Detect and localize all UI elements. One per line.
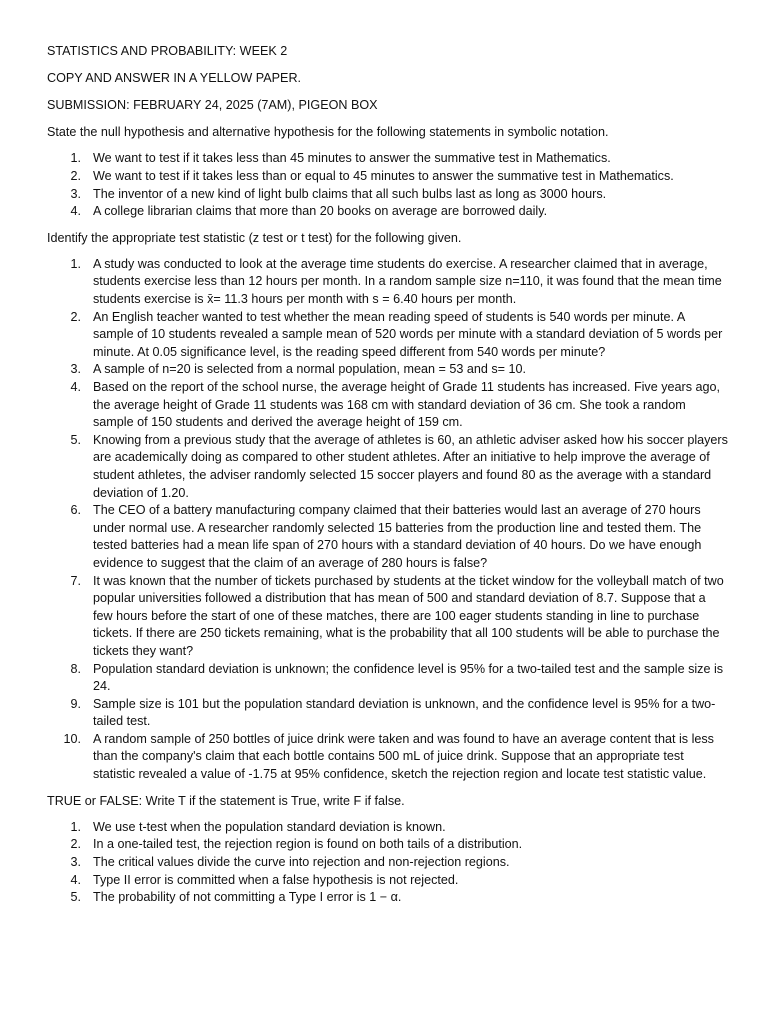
list-item [47, 256, 728, 309]
item-text: We want to test if it takes less than 45 minutes to answer the summative test in Mathematics. [93, 151, 611, 166]
item-number: 1. [70, 151, 81, 166]
item-text: A sample of n=20 is selected from a normal population, mean = 53 and s= 10. [93, 362, 527, 377]
list-item [47, 186, 728, 204]
item-text: Type II error is committed when a false hypothesis is not rejected. [93, 872, 459, 887]
item-text: In a one-tailed test, the rejection region is found on both tails of a distribution. [93, 837, 523, 852]
item-text: Based on the report of the school nurse, the average height of Grade 11 students has increased. Five years ago, the average height of Grade 11 students was 168 cm with standard deviation of 36 cm. She took a random sample of 150 students and derived the average height of 159 cm. [93, 380, 721, 430]
list-item [47, 432, 728, 502]
item-number: 9. [70, 696, 81, 711]
item-text: A random sample of 250 bottles of juice drink were taken and was found to have an average content that is less than the company's claim that each bottle contains 500 mL of juice drink. Suppose that an appropriate test statistic revealed a value of -1.75 at 95% confidence, sketch the rejection region and locate test statistic value. [93, 731, 714, 782]
list-item [47, 203, 728, 221]
item-text: Sample size is 101 but the population standard deviation is unknown, and the confidence level is 95% for a two-tailed test. [93, 696, 716, 729]
list-item [47, 889, 728, 907]
item-text: The critical values divide the curve into rejection and non-rejection regions. [93, 854, 510, 869]
item-number: 3. [70, 362, 81, 377]
item-text: It was known that the number of tickets purchased by students at the ticket window for the volleyball match of two popular universities followed a distribution that has mean of 500 and standard deviation of 8.7. Suppose that a few hours before the start of one of these matches, there are 100 eager students standing in line to purchase tickets. If there are 250 tickets remaining, what is the probability that all 100 students will be able to purchase the tickets they want? [93, 573, 724, 658]
list-item [47, 661, 728, 696]
list-item [47, 854, 728, 872]
item-number: 4. [70, 872, 81, 887]
list-item [47, 872, 728, 890]
item-number: 2. [70, 168, 81, 183]
list-item [47, 836, 728, 854]
item-text: The probability of not committing a Type I error is 1 − α. [93, 890, 402, 905]
part3-intro: TRUE or FALSE: Write T if the statement is True, write F if false. [47, 793, 405, 808]
part3-list [47, 819, 728, 907]
item-number: 3. [70, 854, 81, 869]
part2-intro: Identify the appropriate test statistic (z test or t test) for the following given. [47, 230, 462, 245]
instruction-text: COPY AND ANSWER IN A YELLOW PAPER. [47, 71, 302, 86]
item-number: 1. [70, 819, 81, 834]
part1-intro: State the null hypothesis and alternative hypothesis for the following statements in symbolic notation. [47, 125, 609, 140]
item-number: 6. [70, 503, 81, 518]
list-item [47, 309, 728, 362]
item-number: 5. [70, 432, 81, 447]
document-title: STATISTICS AND PROBABILITY: WEEK 2 [47, 44, 288, 58]
item-text: We use t-test when the population standard deviation is known. [93, 819, 446, 834]
list-item [47, 150, 728, 168]
item-number: 2. [70, 309, 81, 324]
list-item [47, 573, 728, 661]
item-number: 8. [70, 661, 81, 676]
item-number: 7. [70, 573, 81, 588]
item-text: Knowing from a previous study that the average of athletes is 60, an athletic adviser asked how his soccer players are academically doing as compared to other student athletes. After an initiative to help improve the average of student athletes, the adviser randomly selected 15 soccer players and found 80 as the average with a standard deviation of 1.20. [93, 432, 728, 500]
list-item [47, 731, 728, 784]
item-text: A college librarian claims that more than 20 books on average are borrowed daily. [93, 204, 548, 219]
item-number: 4. [70, 204, 81, 219]
item-number: 1. [70, 256, 81, 271]
list-item [47, 168, 728, 186]
item-number: 4. [70, 380, 81, 394]
item-number: 10. [63, 731, 81, 746]
list-item [47, 696, 728, 731]
item-text: Population standard deviation is unknown; the confidence level is 95% for a two-tailed test and the sample size is 24. [93, 661, 724, 694]
item-text: A study was conducted to look at the average time students do exercise. A researcher claimed that in average, students exercise less than 12 hours per month. In a random sample size n=110, it was found that the mean time students exercise is x̄= 11.3 hours per month with s = 6.40 hours per month. [93, 256, 722, 307]
submission-text: SUBMISSION: FEBRUARY 24, 2025 (7AM), PIGEON BOX [47, 98, 378, 113]
item-text: The CEO of a battery manufacturing company claimed that their batteries would last an average of 270 hours under normal use. A researcher randomly selected 15 batteries from the production line and tested them. The tested batteries had a mean life span of 270 hours with a standard deviation of 40 hours. Do we have enough evidence to suggest that the claim of an average of 280 hours is false? [93, 503, 702, 570]
list-item [47, 361, 728, 379]
item-number: 3. [70, 186, 81, 201]
item-text: The inventor of a new kind of light bulb claims that all such bulbs last as long as 3000 hours. [93, 186, 607, 201]
part2-list [47, 256, 728, 784]
list-item [47, 819, 728, 837]
part1-list [47, 150, 728, 220]
item-number: 5. [70, 890, 81, 905]
item-number: 2. [70, 837, 81, 852]
list-item [47, 379, 728, 432]
item-text: An English teacher wanted to test whether the mean reading speed of students is 540 words per minute. A sample of 10 students revealed a sample mean of 520 words per minute with a standard deviation of 5 words per minute. At 0.05 significance level, is the reading speed different from 540 words per minute? [93, 309, 723, 359]
item-text: We want to test if it takes less than or equal to 45 minutes to answer the summative test in Mathematics. [93, 168, 674, 183]
list-item [47, 502, 728, 572]
